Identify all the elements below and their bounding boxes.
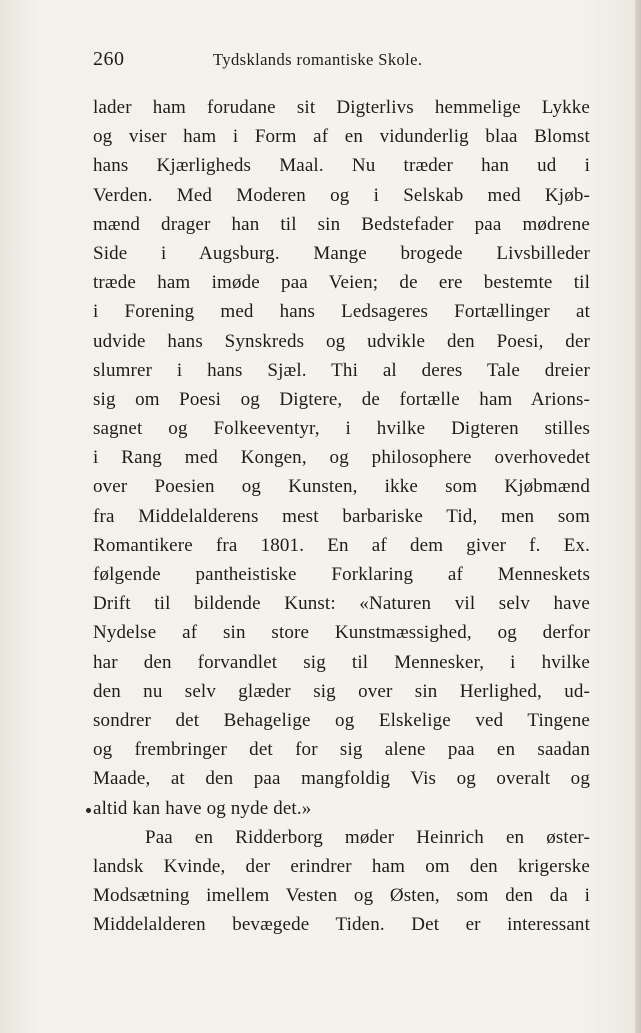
text-line: og frembringer det for sig alene paa en saadan bbox=[93, 739, 590, 761]
text-line: lader ham forudane sit Digterlivs hemmelige Lykke bbox=[93, 97, 590, 118]
text-line: slumrer i hans Sjæl. Thi al deres Tale dreier bbox=[93, 359, 590, 381]
paragraph-end bbox=[93, 794, 590, 823]
text-line: Modsætning imellem Vesten og Østen, som den da i bbox=[93, 885, 590, 907]
body-text bbox=[93, 93, 590, 939]
text-line: fra Middelalderens mest barbariske Tid, men som bbox=[93, 505, 590, 527]
text-line: Middelalderen bevægede Tiden. Det er interessant bbox=[93, 914, 590, 936]
page-number: 260 bbox=[93, 48, 125, 70]
text-line: udvide hans Synskreds og udvikle den Poesi, der bbox=[93, 330, 590, 352]
text-line: hans Kjærligheds Maal. Nu træder han ud i bbox=[93, 155, 590, 177]
running-head: Tydsklands romantiske Skole. bbox=[213, 50, 423, 69]
text-line: træde ham imøde paa Veien; de ere bestemte til bbox=[93, 272, 590, 294]
text-line: har den forvandlet sig til Mennesker, i hvilke bbox=[93, 651, 590, 673]
text-line: mænd drager han til sin Bedstefader paa mødrene bbox=[93, 213, 590, 235]
text-line: sig om Poesi og Digtere, de fortælle ham Arions- bbox=[93, 388, 590, 410]
text-line: Nydelse af sin store Kunstmæssighed, og derfor bbox=[93, 622, 590, 644]
text-line: altid kan have og nyde det.» bbox=[93, 797, 312, 819]
text-line: landsk Kvinde, der erindrer ham om den krigerske bbox=[93, 855, 590, 877]
text-line: Paa en Ridderborg møder Heinrich en øster- bbox=[145, 826, 590, 848]
page-edge bbox=[635, 0, 641, 1033]
text-line: sondrer det Behagelige og Elskelige ved Tingene bbox=[93, 709, 590, 731]
text-line: Side i Augsburg. Mange brogede Livsbilleder bbox=[93, 242, 590, 264]
text-line: i Rang med Kongen, og philosophere overhovedet bbox=[93, 447, 590, 469]
text-line: Verden. Med Moderen og i Selskab med Kjøb- bbox=[93, 184, 590, 206]
text-line: den nu selv glæder sig over sin Herlighed, ud- bbox=[93, 680, 590, 702]
text-line: Drift til bildende Kunst: «Naturen vil selv have bbox=[93, 593, 590, 615]
text-line: over Poesien og Kunsten, ikke som Kjøbmænd bbox=[93, 476, 590, 498]
text-line: i Forening med hans Ledsageres Fortællinger at bbox=[93, 301, 590, 323]
text-line: og viser ham i Form af en vidunderlig blaa Blomst bbox=[93, 126, 590, 148]
page-header bbox=[93, 48, 593, 76]
text-line: Romantikere fra 1801. En af dem giver f. Ex. bbox=[93, 534, 590, 556]
ink-dot-mark bbox=[86, 808, 91, 813]
text-line: Maade, at den paa mangfoldig Vis og overalt og bbox=[93, 768, 590, 790]
text-line: sagnet og Folkeeventyr, i hvilke Digteren stilles bbox=[93, 418, 590, 440]
text-line: følgende pantheistiske Forklaring af Menneskets bbox=[93, 564, 590, 585]
